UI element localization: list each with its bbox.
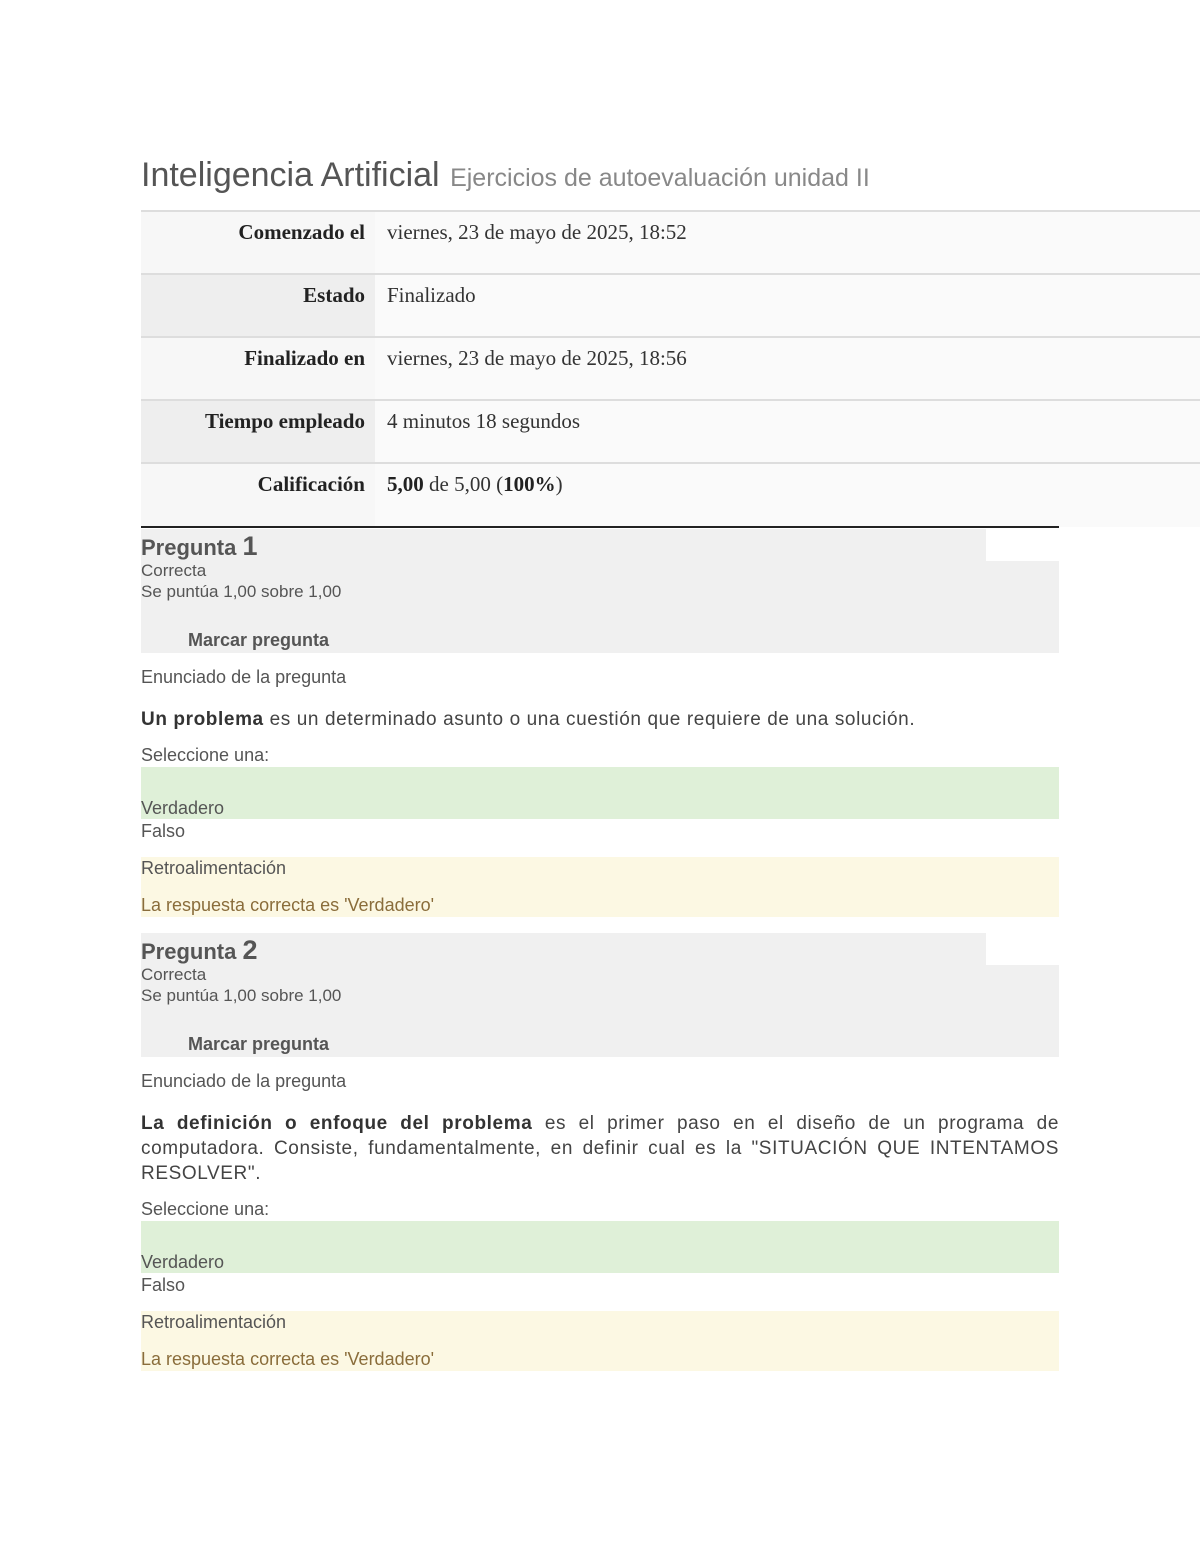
- flag-question-button[interactable]: Marcar pregunta: [188, 1034, 330, 1054]
- question-text: Un problema es un determinado asunto o una cuestión que requiere de una solución.: [141, 709, 916, 730]
- feedback-title: Retroalimentación: [141, 1312, 287, 1332]
- answer-option-false[interactable]: Falso: [141, 1275, 186, 1295]
- course-title: Inteligencia Artificial: [141, 156, 440, 194]
- grade-score: 5,00: [387, 472, 424, 496]
- select-prompt: Seleccione una:: [141, 745, 270, 765]
- summary-label: Calificación: [141, 464, 375, 527]
- question-number: 2: [242, 935, 258, 965]
- summary-row-time: [141, 401, 1200, 464]
- select-prompt: Seleccione una:: [141, 1199, 270, 1219]
- grade-total: de 5,00 (: [423, 472, 504, 496]
- question-info: [141, 529, 1059, 651]
- grade-percent: 100%: [503, 472, 556, 496]
- question-number: 1: [242, 531, 258, 561]
- summary-label: Finalizado en: [141, 338, 375, 399]
- summary-value: Finalizado: [375, 275, 1200, 336]
- feedback-box: [141, 1311, 1059, 1371]
- summary-label: Tiempo empleado: [141, 401, 375, 462]
- summary-value: 4 minutos 18 segundos: [375, 401, 1200, 462]
- page-title: [141, 156, 870, 195]
- question-state: Correcta: [141, 965, 207, 984]
- question-grade: Se puntúa 1,00 sobre 1,00: [141, 582, 342, 601]
- question-text: La definición o enfoque del problema es el primer paso en el diseño de un programa de computadora. Consiste, fundamentalmente, en definir cual es la "SITUACIÓN QUE INTENTAMOS RESOLVER".: [141, 1113, 1059, 1184]
- answer-option-false[interactable]: Falso: [141, 821, 186, 841]
- question-state: Correcta: [141, 561, 207, 580]
- summary-label: Estado: [141, 275, 375, 336]
- answer-option-true[interactable]: Verdadero: [141, 1221, 1059, 1273]
- summary-row-state: [141, 275, 1200, 338]
- feedback-title: Retroalimentación: [141, 858, 287, 878]
- question-statement-label: Enunciado de la pregunta: [141, 1071, 347, 1091]
- attempt-summary-table: [141, 210, 1200, 527]
- question-1: [141, 529, 1059, 917]
- quiz-title: Ejercicios de autoevaluación unidad II: [450, 164, 870, 192]
- question-statement-label: Enunciado de la pregunta: [141, 667, 347, 687]
- summary-row-grade: [141, 464, 1200, 527]
- flag-question-button[interactable]: Marcar pregunta: [188, 630, 330, 650]
- summary-row-started: [141, 212, 1200, 275]
- summary-row-finished: [141, 338, 1200, 401]
- feedback-text: La respuesta correcta es 'Verdadero': [141, 895, 435, 915]
- answer-option-true[interactable]: Verdadero: [141, 767, 1059, 819]
- grade-close: ): [555, 472, 563, 496]
- feedback-text: La respuesta correcta es 'Verdadero': [141, 1349, 435, 1369]
- question-grade: Se puntúa 1,00 sobre 1,00: [141, 986, 342, 1005]
- summary-divider: [141, 526, 1059, 528]
- feedback-box: [141, 857, 1059, 917]
- question-2: [141, 933, 1059, 1371]
- question-info: [141, 933, 1059, 1055]
- summary-value: viernes, 23 de mayo de 2025, 18:56: [375, 338, 1200, 399]
- question-heading: Pregunta 2: [141, 935, 258, 965]
- question-heading: Pregunta 1: [141, 531, 258, 561]
- summary-value: viernes, 23 de mayo de 2025, 18:52: [375, 212, 1200, 273]
- summary-label: Comenzado el: [141, 212, 375, 273]
- summary-value: [375, 464, 1200, 527]
